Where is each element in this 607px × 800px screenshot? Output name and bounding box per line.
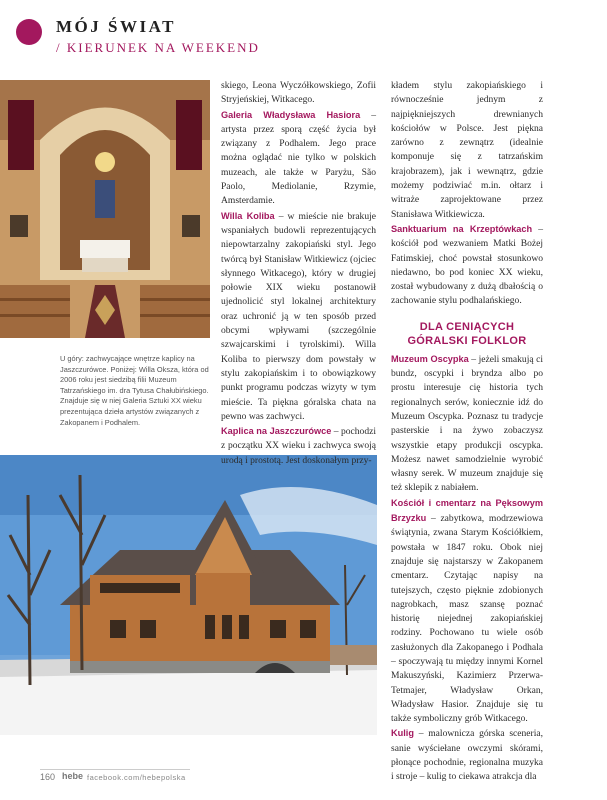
footer-url: facebook.com/hebepolska bbox=[87, 773, 186, 782]
text-column-1 bbox=[221, 79, 376, 468]
column-1-intro: skiego, Leona Wyczółkowskiego, Zofii Stryjeńskiej, Witkacego. bbox=[221, 80, 376, 106]
villa-oksza-photo bbox=[0, 455, 377, 735]
paragraph-peksowy-brzyzek bbox=[391, 496, 543, 727]
text-peksowy-brzyzek: – zabytkowa, modrzewiowa świątynia, zwana Starym Kościółkiem, powstała w 1847 roku. Obok niej znajduje się najstarszy w Zakopanem cmentarz. Czytając napisy na tutejszych, często pięknie zdobionych nagrobkach, masz szansę poznać historię niejednej zakopiańskiej rodziny. Pochowano tu wiele osób zasłużonych dla Zakopanego i Podhala – spoczywają tu między innymi Kornel Makuszyński, Kazimierz Przerwa-Tetmajer, Władysław Orkan, Władysław Hasior. Znajduje się tu także symboliczny grób Witkacego. bbox=[391, 513, 543, 725]
text-jaszczurowka: – pochodzi z początku XX wieku i zachwyca swoją urodą i prostotą. Jest doskonałym przy- bbox=[221, 426, 376, 466]
lead-koliba: Willa Koliba bbox=[221, 210, 275, 221]
section-title: MÓJ ŚWIAT bbox=[56, 17, 176, 36]
chapel-interior-photo bbox=[0, 80, 210, 338]
lead-jaszczurowka: Kaplica na Jaszczurówce bbox=[221, 426, 332, 437]
lead-hasior: Galeria Władysława Hasiora bbox=[221, 109, 361, 120]
lead-oscypek: Muzeum Oscypka bbox=[391, 353, 469, 364]
paragraph-koliba bbox=[221, 209, 376, 424]
text-krzeptowki: – kościół pod wezwaniem Matki Bożej Fatimskiej, choć powstał stosunkowo niedawno, bo pod koniec XX wieku, został wybudowany z dużą dbałością o zachowanie stylu podhalańskiego. bbox=[391, 223, 543, 307]
photo-caption-text: U góry: zachwycające wnętrze kaplicy na Jaszczurówce. Poniżej: Willa Oksza, która od 2006 roku jest siedzibą filii Muzeum Tatrzańskiego im. dra Tytusa Chałubińskiego. Znajduje się w niej Galeria Sztuki XX wieku prezentująca dzieła artystów związanych z Zakopanem i Podhalem. bbox=[60, 354, 209, 427]
section-subtitle: / KIERUNEK NA WEEKEND bbox=[56, 40, 260, 55]
paragraph-kulig bbox=[391, 726, 543, 784]
paragraph-krzeptowki bbox=[391, 222, 543, 309]
folklor-subheading bbox=[391, 320, 543, 348]
paragraph-hasior bbox=[221, 108, 376, 209]
text-koliba: – w mieście nie brakuje wspaniałych budowli reprezentujących niepowtarzalny zakopiański styl. Jego twórcą był Stanisław Witkiewicz (ojciec słynnego Witkacego), który w drugiej połowie XIX wieku postanowił ujednolicić styl lokalnej architektury oraz uchronić ją w ten sposób przed obcymi wpływami (szczególnie szwajcarskimi i tyrolskimi). Willa Koliba to pierwszy dom powstały w stylu zakopiańskim i to obowiązkowy punkt programu podczas wizyty w tym mieście. Ta piękna góralska chata na pewno was zachwyci. bbox=[221, 210, 376, 422]
column-2-intro: kładem stylu zakopiańskiego i równocześnie jednym z najpiękniejszych drewnianych kościołów w Polsce. Jest piękna zarówno z zewnątrz (idealnie komponuje się z tatrzańskim krajobrazem), jak i wewnątrz, gdzie możemy podziwiać m.in. ołtarz i witraże zaprojektowane przez Stanisława Witkiewicza. bbox=[391, 80, 543, 220]
text-kulig: – malownicza górska sceneria, sanie wyściełane owczymi skórami, płonące pochodnie, regionalna muzyka i stroje – kulig to ciekawa atrakcja dla bbox=[391, 728, 543, 783]
text-column-2 bbox=[391, 79, 543, 785]
brand-logo: hebe bbox=[62, 771, 84, 781]
photo-caption bbox=[60, 354, 210, 428]
footer-divider bbox=[40, 769, 190, 770]
subheading-line-1: DLA CENIĄCYCH bbox=[419, 320, 515, 333]
paragraph-oscypek bbox=[391, 352, 543, 496]
lead-kulig: Kulig bbox=[391, 728, 414, 739]
lead-peksowy-brzyzek: Kościół i cmentarz na Pęksowym Brzyzku bbox=[391, 497, 543, 524]
text-oscypek: – jeżeli smakują ci bundz, oscypki i bryndza albo po prostu interesuje cię historia tych regionalnych serów, koniecznie idź do Muzeum Oscypka. Poznasz tu tradycje pasterskie i na żywo zobaczysz wszystkie etapy produkcji oscypka. Możesz nawet samodzielnie wyrobić własny serek. W muzeum znajduje się też sklepik z nabiałem. bbox=[391, 353, 543, 494]
section-dot-icon bbox=[16, 19, 42, 45]
subheading-line-2: GÓRALSKI FOLKLOR bbox=[407, 334, 527, 347]
paragraph-jaszczurowka bbox=[221, 424, 376, 468]
text-hasior: – artysta przez sporą część życia był związany z Podhalem. Jego prace można oglądać nie tylko w polskich muzeach, ale także w Paryżu, São Paolo, Mediolanie, Rzymie, Amsterdamie. bbox=[221, 109, 376, 207]
page-number: 160 bbox=[40, 772, 56, 782]
lead-krzeptowki: Sanktuarium na Krzeptówkach bbox=[391, 223, 533, 234]
